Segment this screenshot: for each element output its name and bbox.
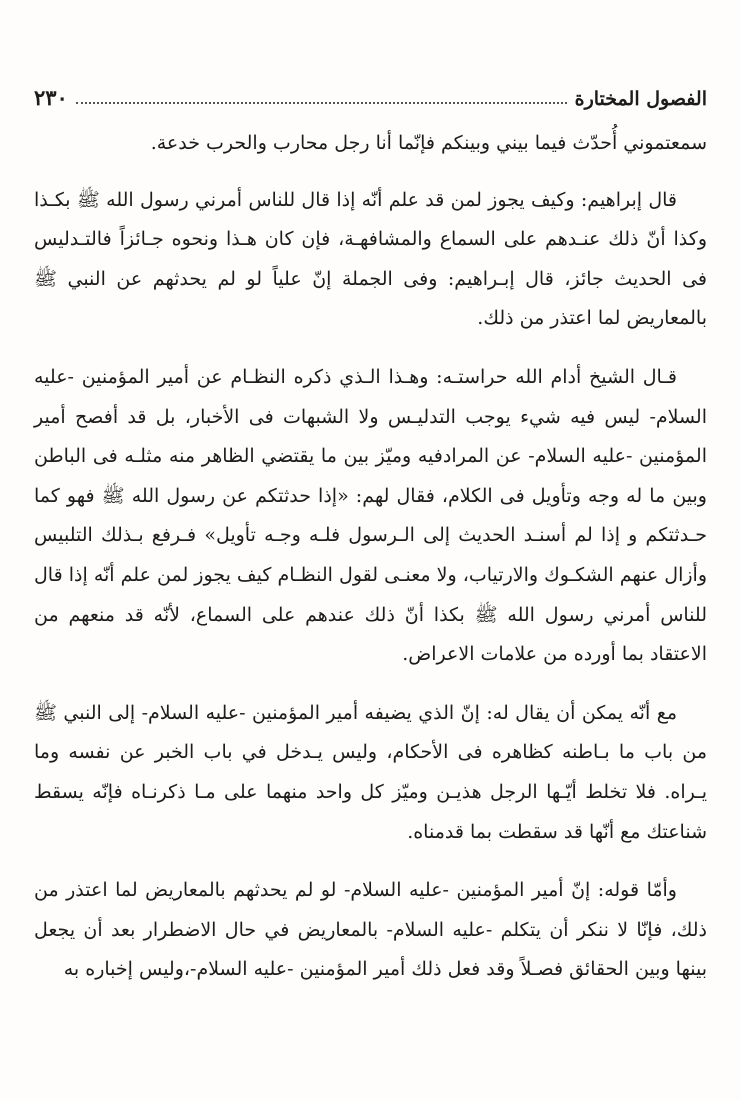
paragraph-3: قـال الشيخ أدام الله حراستـه: وهـذا الـذي ذكره النظـام عن أمير المؤمنين -عليه السلام- ليس فيه شيء يوجب التدليـس ولا الشبهات فى الأخبار، بل قد أفصح أمير المؤمنين -عليه السلام- عن المرادفيه وميّز بين ما يقتضي الظاهر منه مثلـه فى الباطن وبين ما له وجه وتأويل فى الكلام، فقال لهم: «إذا حدثتكم عن رسول الله ﷺ فهو كما حـدثتكم و إذا لم أسنـد الحديث إلى الـرسول فلـه وجـه تأويل» فـرفع بـذلك التلبيس وأزال عنهم الشكـوك والارتياب، ولا معنـى لقول النظـام كيف يجوز لمن علم أنّه إذا قال للناس أمرني رسول الله ﷺ بكذا أنّ ذلك عندهم على السماع، لأنّه قد منعهم من الاعتقاد بما أورده من علامات الاعراض. xyxy=(34,365,707,666)
body-text xyxy=(34,124,707,1009)
paragraph-5: وأمّا قوله: إنّ أمير المؤمنين -عليه السلام- لو لم يحدثهم بالمعاريض لما اعتذر من ذلك، فإنّا لا ننكر أن يتكلم -عليه السلام- بالمعاريض في حال الاضطرار بعد أن يجعل بينها وبين الحقائق فصـلاً وقد فعل ذلك أمير المؤمنين -عليه السلام-،وليس إخباره به xyxy=(34,879,707,981)
running-header xyxy=(34,80,707,110)
paragraph-1: سمعتموني أُحدّث فيما بيني وبينكم فإنّما أنا رجل محارب والحرب خدعة. xyxy=(150,132,707,154)
chapter-title: الفصول المختارة xyxy=(574,88,707,110)
paragraph-4: مع أنّه يمكن أن يقال له: إنّ الذي يضيفه أمير المؤمنين -عليه السلام- إلى النبي ﷺ من باب ما بـاطنه كظاهره فى الأحكام، وليس يـدخل في باب الخبر عن نفسه وما يـراه. فلا تخلط أيّـها الرجل هذيـن وميّز كل واحد منهما على مـا ذكرنـاه فإنّه يسقط شناعتك مع أنّها قد سقطت بما قدمناه. xyxy=(34,701,707,843)
page-number: ٢٣٠ xyxy=(34,85,68,110)
paragraph-2: قال إبراهيم: وكيف يجوز لمن قد علم أنّه إذا قال للناس أمرني رسول الله ﷺ بكـذا وكذا أنّ ذلك عنـدهم على السماع والمشافهـة، فإن كان هـذا ونحوه جـائزاً فالتـدليس فى الحديث جائز، قال إبـراهيم: وفى الجملة إنّ علياً لو لم يحدثهم عن النبي ﷺ بالمعاريض لما اعتذر من ذلك. xyxy=(34,188,707,330)
header-dotted-leader xyxy=(76,101,567,104)
